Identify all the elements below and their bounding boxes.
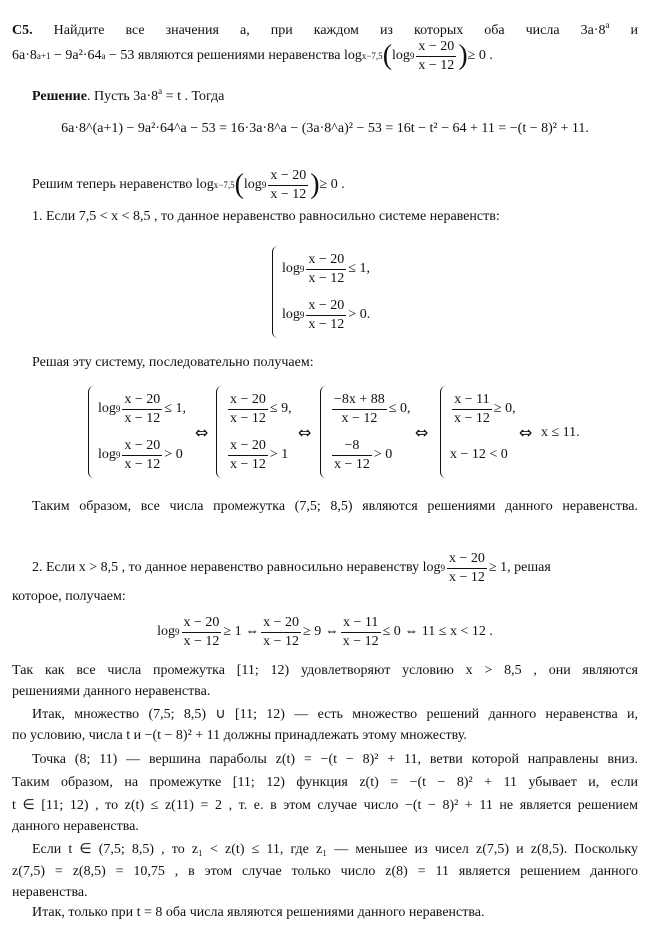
if-par-b: z(7,5) = z(8,5) = 10,75 , в этом случае только число z(8) = 11 является решением данного — [12, 864, 638, 879]
case-2-cont: которое, получаем: — [12, 589, 126, 604]
system-chain-3: $\frac{-8x + 88}{x - 12}$ ≤ 0, $\frac{-8}{x - 12}$ > 0 — [320, 386, 410, 478]
interval-par-b: решениями данного неравенства. — [12, 684, 211, 699]
solution-label: Решение — [32, 89, 87, 104]
case-1: 1. Если 7,5 < x < 8,5 , то данное неравенство равносильно системе неравенств: — [32, 209, 500, 224]
set-par-a: Итак, множество (7,5; 8,5) ∪ [11; 12) — есть множество решений данного неравенства и, — [32, 707, 638, 722]
solving-line: Решая эту систему, последовательно получаем: — [32, 355, 314, 370]
equiv-arrow: ⇔ — [519, 423, 533, 442]
equiv-arrow: ⇔ — [415, 423, 429, 442]
fraction: $\frac{x - 20}{x - 12}$ — [418, 38, 455, 73]
solution-intro: Решение. Пусть $3a\cdot 8^a = t$ . Тогда — [32, 86, 225, 104]
vertex-par-c: t ∈ [11; 12) , то z(t) ≤ z(11) = 2 , т. е. в этом случае число −(t − 8)² + 11 не является решением — [12, 798, 638, 813]
set-par-b: по условию, числа t и −(t − 8)² + 11 должны принадлежать этому множеству. — [12, 728, 467, 743]
chain-result: x ≤ 11. — [541, 425, 580, 440]
system-1: log 9 $\frac{x - 20}{x - 12}$ ≤ 1, log 9 $\frac{x - 20}{x - 12}$ > 0. — [272, 246, 370, 338]
system-chain-4: $\frac{x - 11}{x - 12}$ ≥ 0, x − 12 < 0 — [440, 386, 516, 478]
system-chain-1: log 9 $\frac{x - 20}{x - 12}$ ≤ 1, log 9 $\frac{x - 20}{x - 12}$ > 0 — [88, 386, 186, 478]
problem-text: Найдите все значения a, при каждом из которых оба числа 3a·8 — [53, 23, 606, 38]
vertex-par-d: данного неравенства. — [12, 819, 139, 834]
solve-now-line: Решим теперь неравенство log x−7,5 ( log 9 $\frac{x - 20}{x - 12}$ ) ≥ 0 . — [32, 167, 345, 202]
case-2-chain: log 9 $\frac{x - 20}{x - 12}$ ≥ 1 ⇔ $\frac{x - 20}{x - 12}$ ≥ 9 ⇔ $\frac{x - 11}{x - 12}$ ≤ 0 ⇔ 11 ≤ x < 12 . — [157, 614, 493, 649]
final-line: Итак, только при t = 8 оба числа являются решениями данного неравенства. — [32, 905, 485, 920]
system-chain-2: $\frac{x - 20}{x - 12}$ ≤ 9, $\frac{x - 20}{x - 12}$ > 1 — [216, 386, 292, 478]
vertex-par-b: Таким образом, на промежутке [11; 12) функция z(t) = −(t − 8)² + 11 убывает и, если — [12, 775, 638, 790]
case-2: 2. Если x > 8,5 , то данное неравенство равносильно неравенству log 9 $\frac{x - 20}{x - 12}$ ≥ 1 , решая — [32, 550, 551, 585]
problem-line-1: С5. Найдите все значения a, при каждом из которых оба числа $3a\cdot 8^a$ и — [12, 20, 638, 38]
problem-label: С5. — [12, 23, 33, 38]
if-par-c: неравенства. — [12, 885, 88, 900]
interval-par-a: Так как все числа промежутка [11; 12) удовлетворяют условию x > 8,5 , они являются — [12, 663, 638, 678]
result-1: Таким образом, все числа промежутка (7,5; 8,5) являются решениями данного неравенства. — [32, 499, 638, 514]
vertex-par-a: Точка (8; 11) — вершина параболы z(t) = −(t − 8)² + 11, ветви которой направлены вниз. — [32, 752, 638, 767]
problem-line-2: 6a·8 a+1 − 9a²·64 a − 53 являются решениями неравенства log x−7,5 ( log 9 $\frac{x - 20}{x - 12}$ ) ≥ 0 . — [12, 38, 493, 73]
equiv-arrow: ⇔ — [195, 423, 209, 442]
if-par-a: Если t ∈ (7,5; 8,5) , то z₁ < z(t) ≤ 11, где z₁ — меньшее из чисел z(7,5) и z(8,5). Поскольку — [32, 842, 638, 857]
equiv-arrow: ⇔ — [298, 423, 312, 442]
identity-line: 6a·8^(a+1) − 9a²·64^a − 53 = 16·3a·8^a − (3a·8^a)² − 53 = 16t − t² − 64 + 11 = −(t − 8)² + 11. — [61, 121, 589, 136]
